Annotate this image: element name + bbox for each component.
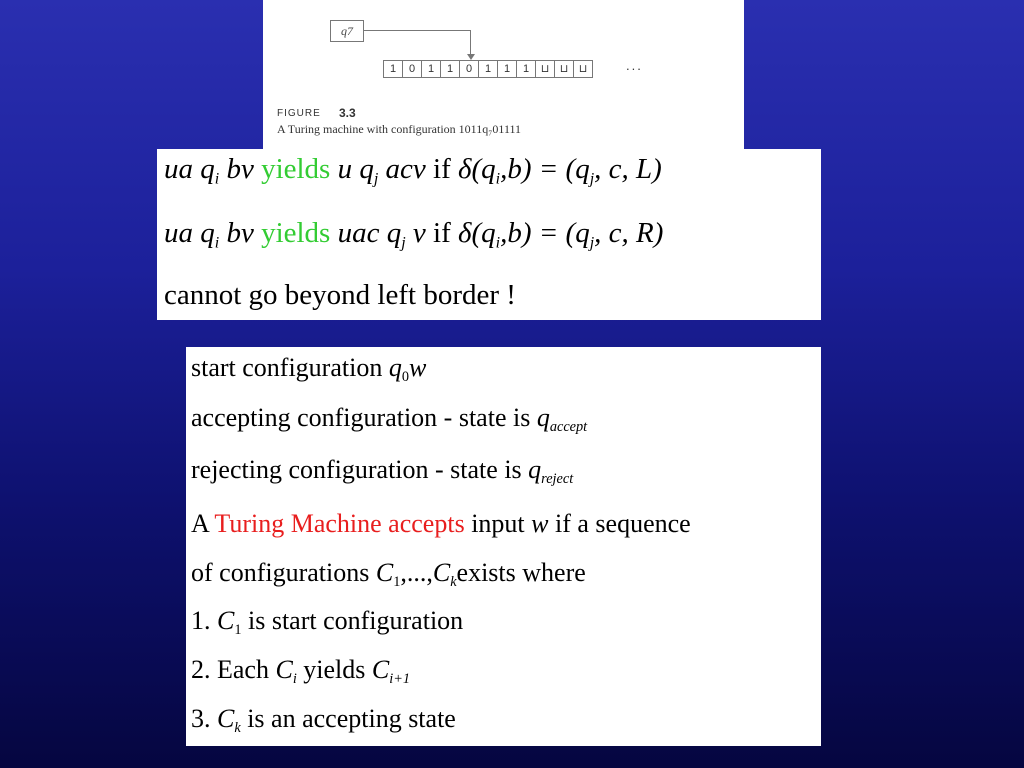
rule-subscript: i — [495, 170, 501, 188]
tape-cell: 0 — [402, 60, 422, 78]
definition-text: rejecting configuration - state is — [191, 455, 529, 484]
state-subscript: reject — [541, 471, 574, 487]
start-configuration-line — [191, 353, 426, 383]
configurations-sequence-line — [191, 558, 586, 588]
condition-item-2 — [191, 655, 410, 685]
config-symbol: C — [371, 655, 390, 684]
state-subscript: 0 — [401, 369, 409, 385]
definition-text: if a sequence — [548, 509, 691, 538]
config-subscript: i+1 — [389, 671, 411, 687]
tape-cell: ⊔ — [554, 60, 574, 78]
rule-subscript: j — [589, 170, 595, 188]
turing-machine-figure — [263, 0, 744, 150]
rule-lhs-tail: bv — [219, 217, 262, 249]
definition-text: A — [191, 509, 215, 538]
config-subscript: k — [234, 720, 241, 736]
state-symbol: q — [536, 403, 550, 432]
tape-cell: 1 — [421, 60, 441, 78]
tape-cell: 1 — [478, 60, 498, 78]
if-word: if — [425, 217, 458, 249]
config-symbol: C — [432, 558, 451, 587]
rule-rhs: uac q — [330, 217, 402, 249]
definition-text: accepting configuration - state is — [191, 403, 537, 432]
delta-condition-tail: , c, R) — [594, 217, 664, 249]
item-number: 3. — [191, 704, 217, 733]
config-subscript: 1 — [393, 574, 401, 590]
state-symbol: q — [388, 353, 402, 382]
rule-subscript: i — [214, 234, 220, 252]
item-number: 2. Each — [191, 655, 276, 684]
tape-cell: ⊔ — [573, 60, 593, 78]
rule-rhs-tail: acv — [378, 153, 426, 185]
tape-cell: 0 — [459, 60, 479, 78]
input-symbol: w — [409, 353, 427, 382]
left-move-rule — [164, 153, 662, 186]
sequence-dots: ,..., — [400, 558, 433, 587]
tape-cell: ⊔ — [535, 60, 555, 78]
tape-ellipsis: ... — [626, 58, 643, 73]
tape-cell: 1 — [516, 60, 536, 78]
delta-condition: δ(q — [458, 153, 496, 185]
right-move-rule — [164, 217, 663, 250]
rule-lhs: ua q — [164, 153, 215, 185]
config-subscript: 1 — [234, 622, 242, 638]
acceptance-definition-line — [191, 509, 691, 539]
definition-text: start configuration — [191, 353, 389, 382]
rule-subscript: j — [589, 234, 595, 252]
delta-condition-tail: , c, L) — [594, 153, 662, 185]
input-symbol: w — [531, 509, 549, 538]
config-symbol: C — [217, 606, 235, 635]
accepting-configuration-line — [191, 403, 587, 433]
state-box: q7 — [330, 20, 364, 42]
rule-lhs: ua q — [164, 217, 215, 249]
yields-keyword: yields — [261, 217, 331, 249]
highlighted-term: Turing Machine accepts — [214, 509, 465, 538]
if-word: if — [425, 153, 458, 185]
rule-lhs-tail: bv — [219, 153, 262, 185]
config-symbol: C — [375, 558, 394, 587]
figure-word: FIGURE — [277, 108, 321, 119]
tape-cell: 1 — [497, 60, 517, 78]
condition-item-1 — [191, 606, 463, 636]
delta-condition: δ(q — [458, 217, 496, 249]
definition-text: of configurations — [191, 558, 376, 587]
definitions-box — [186, 347, 821, 746]
delta-condition-mid: ,b) = (q — [500, 153, 590, 185]
definition-text: yields — [296, 655, 372, 684]
definition-text: is an accepting state — [240, 704, 456, 733]
definition-text: exists where — [456, 558, 586, 587]
head-arrow-drop — [470, 30, 471, 56]
figure-caption: A Turing machine with configuration 1011q₇01111 — [277, 122, 522, 136]
transition-rules-box — [157, 149, 821, 320]
tape-cell: 1 — [440, 60, 460, 78]
rule-subscript: i — [214, 170, 220, 188]
config-subscript: k — [450, 574, 457, 590]
definition-text: input — [464, 509, 532, 538]
head-arrow-line — [363, 30, 471, 31]
rule-rhs-tail: v — [405, 217, 426, 249]
condition-item-3 — [191, 704, 456, 734]
rejecting-configuration-line — [191, 455, 573, 485]
definition-text: is start configuration — [241, 606, 464, 635]
tape — [384, 60, 593, 78]
figure-number: 3.3 — [339, 106, 356, 120]
rule-subscript: j — [373, 170, 379, 188]
config-symbol: C — [217, 704, 235, 733]
rule-rhs: u q — [330, 153, 374, 185]
item-number: 1. — [191, 606, 217, 635]
state-subscript: accept — [549, 419, 588, 435]
rule-subscript: i — [495, 234, 501, 252]
config-subscript: i — [292, 671, 297, 687]
yields-keyword: yields — [261, 153, 331, 185]
state-symbol: q — [528, 455, 542, 484]
delta-condition-mid: ,b) = (q — [500, 217, 590, 249]
left-border-note: cannot go beyond left border ! — [164, 279, 516, 311]
rule-subscript: j — [401, 234, 406, 252]
config-symbol: C — [275, 655, 293, 684]
tape-cell: 1 — [383, 60, 403, 78]
